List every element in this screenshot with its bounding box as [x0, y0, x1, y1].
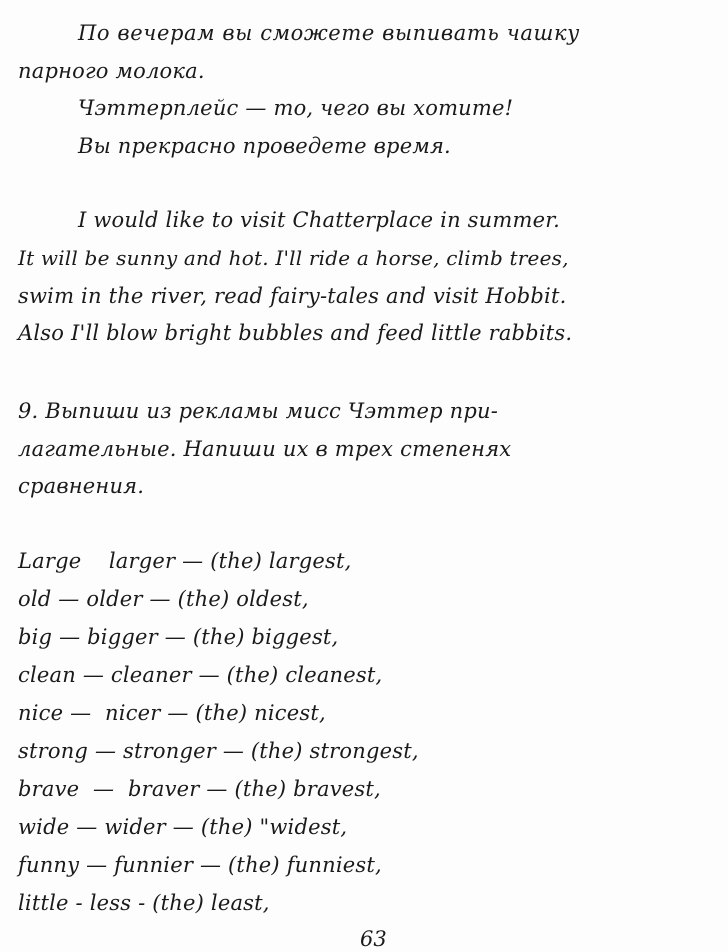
page-number: 63: [360, 927, 387, 951]
comparison-line-5: nice — nicer — (the) nicest,: [18, 701, 326, 725]
comparison-line-9: funny — funnier — (the) funniest,: [18, 853, 382, 877]
comparison-line-6: strong — stronger — (the) strongest,: [18, 739, 419, 763]
english-line-4: Also I'll blow bright bubbles and feed little rabbits.: [18, 321, 573, 345]
comparison-line-4: clean — cleaner — (the) cleanest,: [18, 663, 383, 687]
russian-line-3: Чэттерплейс — то, чего вы хотите!: [78, 96, 514, 120]
english-line-2: It will be sunny and hot. I'll ride a horse, climb trees,: [18, 246, 569, 270]
comparison-line-2: old — older — (the) oldest,: [18, 587, 309, 611]
russian-line-1: По вечерам вы сможете выпивать чашку: [78, 21, 580, 45]
exercise-line-2: лагательные. Напиши их в трех степенях: [18, 437, 512, 461]
comparison-line-1: Large larger — (the) largest,: [18, 549, 352, 573]
exercise-line-1: 9. Выпиши из рекламы мисс Чэттер при-: [18, 399, 499, 423]
comparison-line-8: wide — wider — (the) "widest,: [18, 815, 348, 839]
exercise-line-3: сравнения.: [18, 474, 145, 498]
english-line-1: I would like to visit Chatterplace in summer.: [78, 208, 561, 232]
russian-line-2: парного молока.: [18, 59, 205, 83]
comparison-line-3: big — bigger — (the) biggest,: [18, 625, 339, 649]
comparison-line-10: little - less - (the) least,: [18, 891, 270, 915]
comparison-line-7: brave — braver — (the) bravest,: [18, 777, 381, 801]
russian-line-4: Вы прекрасно проведете время.: [78, 134, 451, 158]
english-line-3: swim in the river, read fairy-tales and visit Hobbit.: [18, 284, 567, 308]
